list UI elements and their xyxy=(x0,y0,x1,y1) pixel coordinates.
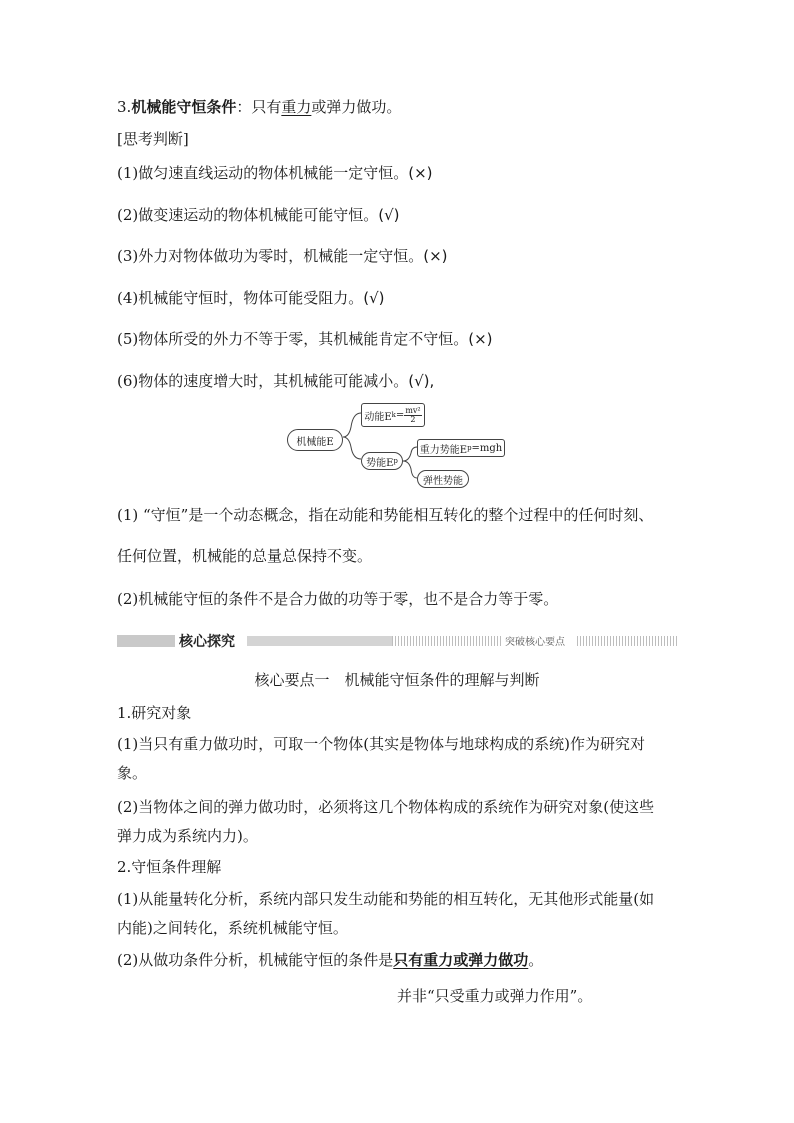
condition-number: 3. xyxy=(117,98,132,116)
s1-p2-line-1: (2)当物体之间的弹力做功时，必须将这几个物体构成的系统作为研究对象(使这些 xyxy=(117,798,655,816)
s2-p2: (2)从做功条件分析，机械能守恒的条件是只有重力或弹力做功。 xyxy=(117,951,544,969)
mindmap-potential: 势能E p xyxy=(361,452,403,470)
judge-mark-6: (√), xyxy=(408,372,435,390)
condition-underlined: 重力 xyxy=(281,98,312,116)
condition-suffix: 或弹力做功。 xyxy=(311,98,402,116)
judge-mark-1: (×) xyxy=(408,164,433,182)
judge-mark-4: (√) xyxy=(363,289,385,307)
s1-p2-line-2: 弹力成为系统内力)。 xyxy=(117,827,258,845)
mindmap-elastic-potential: 弹性势能 xyxy=(417,470,469,488)
s1-p1-line-2: 象。 xyxy=(117,764,148,782)
mindmap-gravity-potential: 重力势能E p =mgh xyxy=(417,439,505,457)
judge-item-6: (6)物体的速度增大时，其机械能可能减小。(√), xyxy=(117,372,435,390)
condition-colon: ：只有 xyxy=(236,98,282,116)
mindmap-kinetic: 动能E k = $\frac{\text{mv²}}{2}$ xyxy=(361,403,425,427)
banner-title: 核心探究 xyxy=(179,634,235,650)
s2-p1-line-2: 内能)之间转化，系统机械能守恒。 xyxy=(117,919,348,937)
banner-subtitle: 突破核心要点 xyxy=(505,637,565,648)
energy-mindmap xyxy=(285,407,515,487)
judge-item-3: (3)外力对物体做功为零时，机械能一定守恒。(×) xyxy=(117,247,448,265)
note-2: (2)机械能守恒的条件不是合力做的功等于零，也不是合力等于零。 xyxy=(117,590,559,608)
judge-item-4: (4)机械能守恒时，物体可能受阻力。(√) xyxy=(117,289,385,307)
note-1-line-2: 任何位置，机械能的总量总保持不变。 xyxy=(117,547,373,565)
judge-mark-5: (×) xyxy=(468,330,493,348)
judge-mark-3: (×) xyxy=(423,247,448,265)
banner-bar-mid xyxy=(247,636,392,646)
judge-item-5: (5)物体所受的外力不等于零，其机械能肯定不守恒。(×) xyxy=(117,330,493,348)
section-title: 核心要点一 机械能守恒条件的理解与判断 xyxy=(254,671,540,689)
s2-p1-line-1: (1)从能量转化分析，系统内部只发生动能和势能的相互转化，无其他形式能量(如 xyxy=(117,890,655,908)
mindmap-root: 机械能E xyxy=(287,429,343,451)
s1-p1-line-1: (1)当只有重力做功时，可取一个物体(其实是物体与地球构成的系统)作为研究对 xyxy=(117,735,645,753)
section-banner xyxy=(117,633,677,649)
banner-bar-left xyxy=(117,635,175,647)
banner-hatch-left xyxy=(392,636,502,646)
think-heading: [思考判断] xyxy=(117,130,189,148)
subsection-1-title: 1.研究对象 xyxy=(117,704,192,722)
condition-title: 机械能守恒条件 xyxy=(131,98,237,116)
condition-line xyxy=(117,97,401,117)
banner-hatch-right xyxy=(577,636,677,646)
s2-note: 并非“只受重力或弹力作用”。 xyxy=(397,987,593,1005)
subsection-2-title: 2.守恒条件理解 xyxy=(117,858,222,876)
judge-item-1: (1)做匀速直线运动的物体机械能一定守恒。(×) xyxy=(117,164,433,182)
judge-item-2: (2)做变速运动的物体机械能可能守恒。(√) xyxy=(117,206,400,224)
note-1-line-1: (1) “守恒”是一个动态概念，指在动能和势能相互转化的整个过程中的任何时刻、 xyxy=(117,506,654,524)
s2-p2-underlined: 只有重力或弹力做功 xyxy=(393,951,529,969)
judge-mark-2: (√) xyxy=(378,206,400,224)
